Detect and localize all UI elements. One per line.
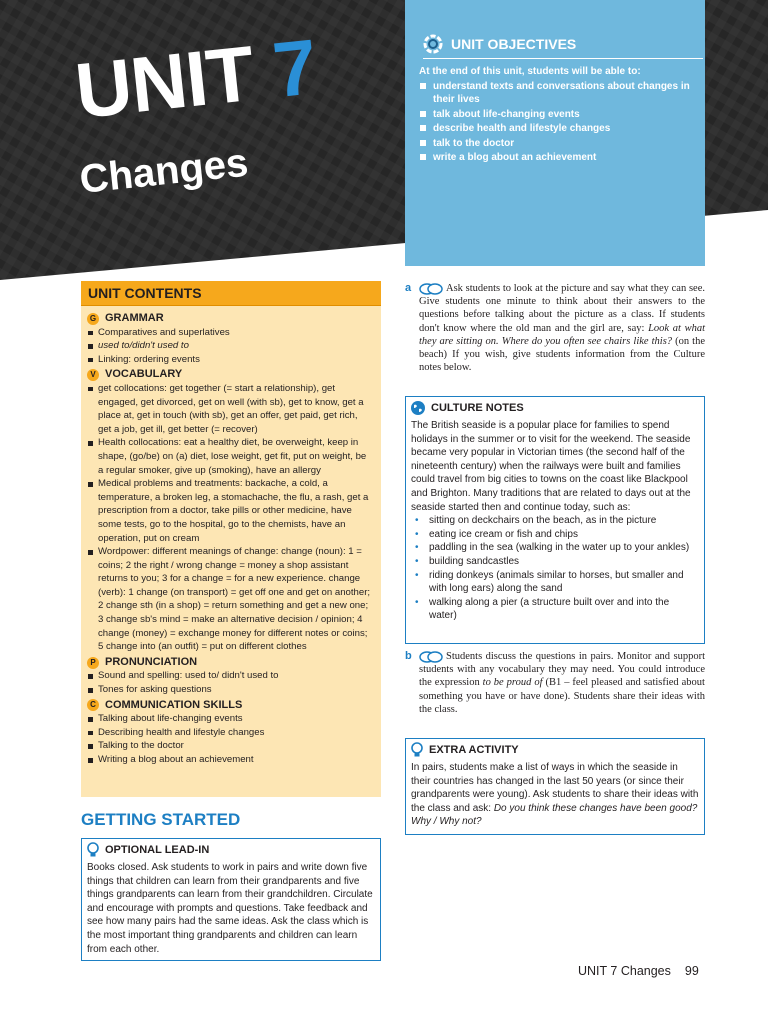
culture-item: • paddling in the sea (walking in the water up to your ankles) [415, 541, 699, 555]
extra-header [406, 739, 704, 761]
culture-list [411, 514, 699, 623]
objective-item: understand texts and conversations about changes in their lives [419, 80, 701, 106]
vocabulary-badge-icon: V [87, 369, 99, 381]
exercise-a-text: Ask students to look at the picture and say what they can see. Give students one minute to think about their answers to the questions before talking about the picture as a class. If students don't know where the old man and the girl are, say: [419, 283, 705, 334]
pronunciation-title: PRONUNCIATION [105, 655, 198, 668]
exercise-letter: a [405, 282, 412, 294]
extra-title: EXTRA ACTIVITY [429, 744, 519, 756]
grammar-item: Comparatives and superlatives [87, 326, 373, 340]
objective-item: describe health and lifestyle changes [419, 122, 701, 135]
grammar-badge-icon: G [87, 313, 99, 325]
vocabulary-item: Health collocations: eat a healthy diet, be overweight, keep in shape, (go/be) on (a) diet, lose weight, get fit, put on weight, be a regular smoker, give up (smoking), have an allergy [87, 436, 373, 477]
objective-item: talk about life-changing events [419, 108, 701, 121]
speech-bubbles-icon [419, 283, 443, 295]
culture-item: • building sandcastles [415, 555, 699, 569]
page-number: 99 [684, 964, 699, 978]
culture-notes-box [405, 396, 705, 644]
vocabulary-item: get collocations: get together (= start a relationship), get engaged, get divorced, get on well (with sb), get to know, get a place at, get in touch (with sb), get an offer, get paid, get rich, get a job, get ill, get better (= recover) [87, 382, 373, 436]
grammar-list [87, 326, 373, 367]
unit-number: 7 [268, 22, 321, 115]
unit-contents-panel [81, 281, 381, 797]
pronunciation-item: Sound and spelling: used to/ didn't used to [87, 669, 373, 683]
exercise-b-text-end: (B1 – feel pleased and satisfied about something you have or have done). Students share their ideas with the class. [419, 677, 705, 715]
unit-title: Changes [77, 140, 251, 202]
getting-started-title: GETTING STARTED [81, 810, 241, 829]
pronunciation-badge-icon: P [87, 657, 99, 669]
lightbulb-icon [410, 742, 424, 758]
vocabulary-title: VOCABULARY [105, 368, 183, 381]
communication-item: Talking to the doctor [87, 739, 373, 753]
extra-text: In pairs, students make a list of ways in which the seaside in their countries has changed in the last 50 years (or since their grandparents were young). Ask students to share their ideas with the class and ask: [411, 762, 699, 814]
grammar-item: used to/didn't used to [87, 339, 373, 353]
lead-in-header [82, 839, 380, 861]
exercise-a [405, 282, 705, 374]
objectives-title: UNIT OBJECTIVES [451, 36, 577, 52]
communication-list [87, 712, 373, 766]
culture-text: The British seaside is a popular place for families to spend holidays in the summer or to visit for the weekend. The seaside became very popular in Victorian times (the second half of the nineteenth century) when the railways were built and families could travel from big cities to towns on the coast like Blackpool and Brighton. Many traditions that are related to days out at the seaside started then and continue today, such as: [411, 420, 691, 513]
objectives-intro: At the end of this unit, students will be able to: [419, 66, 641, 77]
communication-badge-icon: C [87, 699, 99, 711]
unit-objectives-panel [405, 0, 705, 266]
exercise-a-italic: Look at what they are sitting on. Where do you often see chairs like this? [419, 322, 705, 347]
objectives-header [423, 34, 703, 59]
vocabulary-item: Wordpower: different meanings of change: change (noun): 1 = coins; 2 the right / wrong change = money a shop assistant returns to you; 3 for a change = for a new experience. change (verb): 1 change (on transport) = get off one and get on another; 2 change sth (in a shop) = return something and get a new one; 3 change sb's mind = make an alternative decision / opinion; 4 change (money) = exchange money for different notes or coins; 5 change into (an outfit) = put on different clothes [87, 545, 373, 654]
page-footer [578, 964, 699, 978]
exercise-a-text-end: (on the beach) If you wish, give students information from the Culture notes below. [419, 335, 705, 374]
vocabulary-list [87, 382, 373, 654]
exercise-b [405, 650, 705, 716]
culture-item: • sitting on deckchairs on the beach, as in the picture [415, 514, 699, 528]
culture-item: • riding donkeys (animals similar to horses, but smaller and with long ears) along the sand [415, 569, 699, 596]
exercise-b-italic: to be proud of [482, 677, 543, 689]
communication-item: Describing health and lifestyle changes [87, 726, 373, 740]
extra-italic: Do you think these changes have been good? Why / Why not? [411, 802, 698, 828]
objective-item: talk to the doctor [419, 137, 701, 150]
lightbulb-icon [86, 842, 100, 858]
grammar-item: Linking: ordering events [87, 353, 373, 367]
exercise-b-text: Students discuss the questions in pairs. Monitor and support students with any vocabulary they may need. You could introduce the expression [419, 651, 705, 689]
pronunciation-heading [87, 656, 373, 670]
pronunciation-list [87, 669, 373, 696]
vocabulary-item: Medical problems and treatments: backache, a cold, a temperature, a broken leg, a stomachache, the flu, a rash, get a prescription from a doctor, take pills or other medicine, have some tests, go to the hospital, go to the chemists, have an operation, put on cream [87, 477, 373, 545]
lead-in-title: OPTIONAL LEAD-IN [105, 844, 210, 856]
grammar-heading [87, 312, 373, 326]
communication-heading [87, 699, 373, 713]
footer-label: UNIT 7 Changes [578, 964, 671, 978]
extra-activity-box [405, 738, 705, 835]
optional-lead-in-box [81, 838, 381, 961]
communication-title: COMMUNICATION SKILLS [105, 698, 243, 711]
pronunciation-item: Tones for asking questions [87, 683, 373, 697]
culture-header [406, 397, 704, 419]
lead-in-text: Books closed. Ask students to work in pairs and write down five things that children can learn from their grandparents and five things grandparents can learn from their grandchildren. Circulate and encourage with prompts and questions. Take feedback and see how many pairs had the same ideas. Ask the class which is the most important thing grandparents and children can learn from each other. [87, 862, 373, 955]
communication-item: Talking about life-changing events [87, 712, 373, 726]
globe-icon [410, 400, 426, 416]
speech-bubbles-icon [419, 651, 443, 663]
culture-item: • walking along a pier (a structure built over and into the water) [415, 596, 699, 623]
contents-title: UNIT CONTENTS [81, 281, 381, 306]
grammar-title: GRAMMAR [105, 312, 164, 324]
vocabulary-heading [87, 368, 373, 382]
objectives-icon [423, 34, 443, 54]
objective-item: write a blog about an achievement [419, 151, 701, 164]
exercise-letter: b [405, 650, 412, 662]
unit-word: UNIT [71, 28, 258, 135]
culture-title: CULTURE NOTES [431, 402, 524, 414]
culture-item: • eating ice cream or fish and chips [415, 528, 699, 542]
objectives-list [419, 80, 701, 166]
communication-item: Writing a blog about an achievement [87, 753, 373, 767]
